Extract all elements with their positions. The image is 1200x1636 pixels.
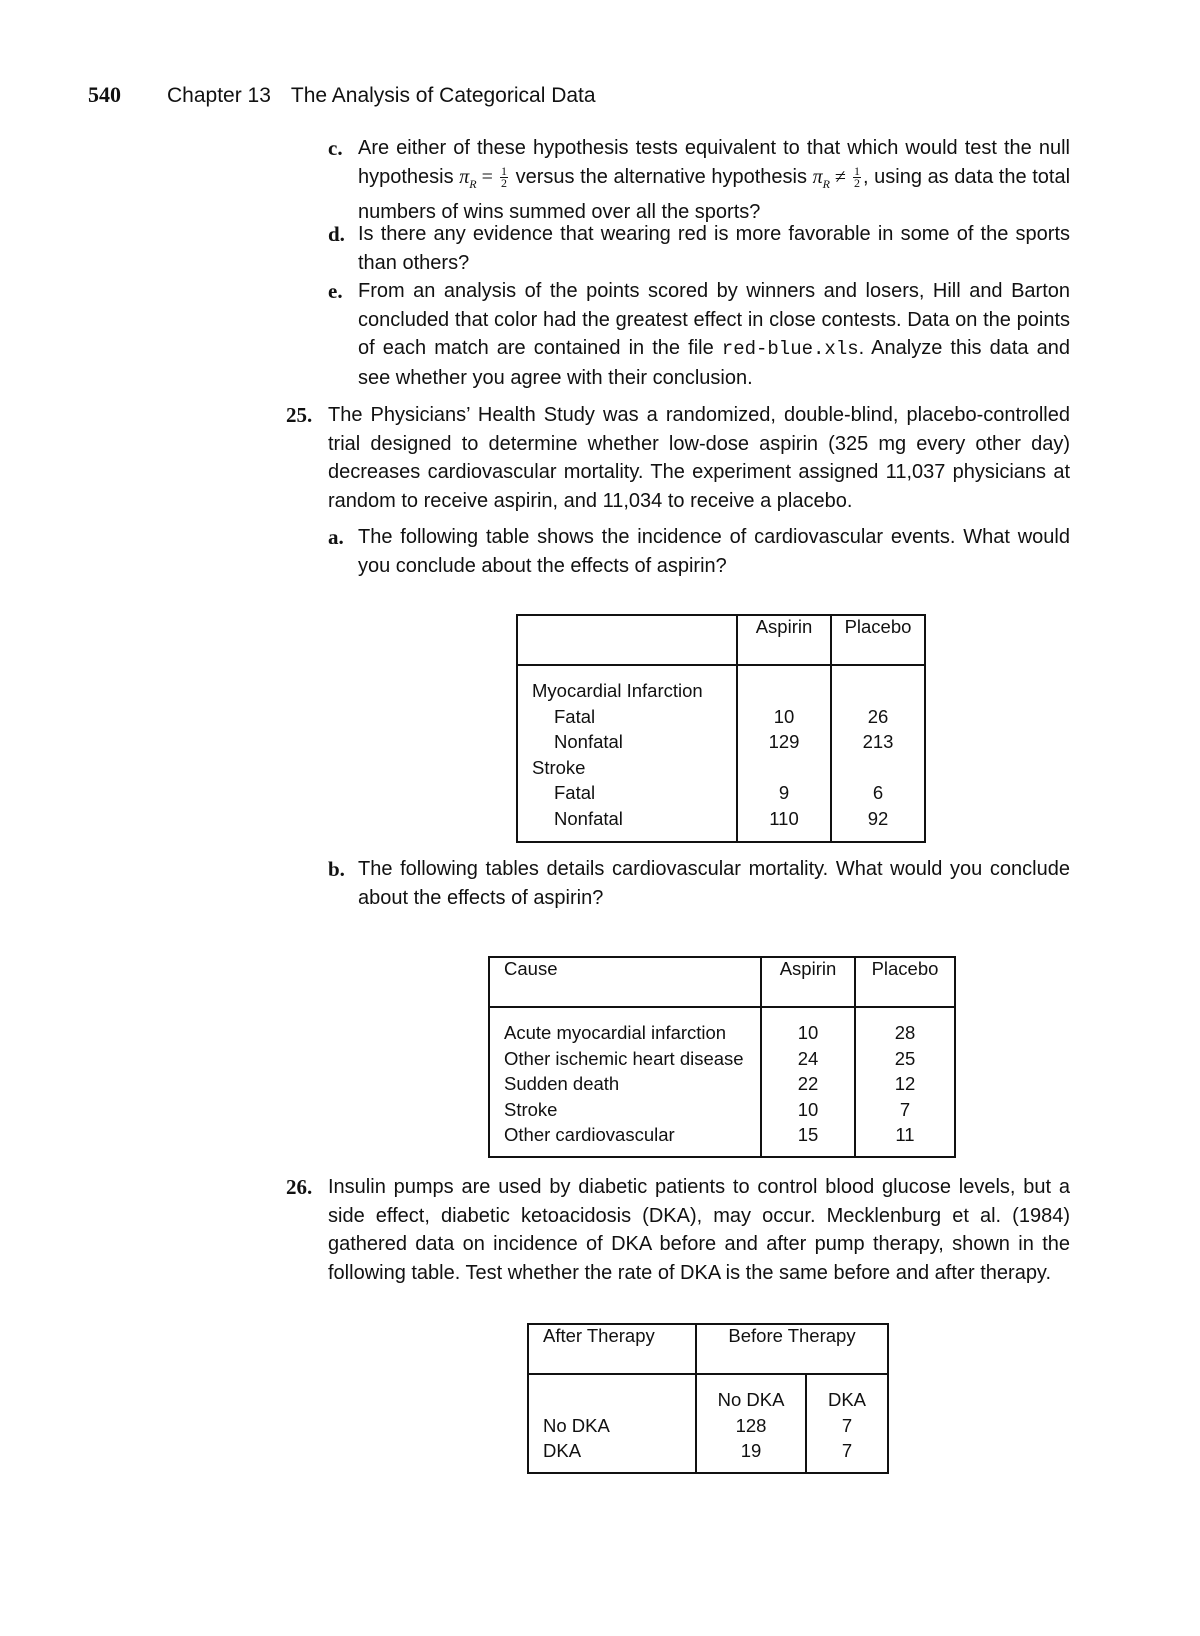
- exercise-24e: e. From an analysis of the points scored by winners and losers, Hill and Barton concluded that color had the greatest effect in close contests. Data on the points of each match are contained in the file red-blue.xls. Analyze this data and see whether you agree with their conclusion.: [328, 279, 1070, 389]
- row-label: Nonfatal: [554, 807, 623, 829]
- table-cell: 213: [862, 731, 894, 752]
- table-cell: 22: [797, 1073, 819, 1094]
- row-label: Stroke: [532, 756, 586, 778]
- row-label: Myocardial Infarction: [532, 680, 703, 701]
- table-body: [517, 665, 925, 842]
- column-subheader: DKA: [827, 1389, 867, 1410]
- row-label: Fatal: [554, 705, 596, 727]
- table-body: [489, 1007, 955, 1157]
- column-header: Aspirin: [761, 957, 855, 1007]
- table-cell: 9: [778, 782, 790, 803]
- row-label: Acute myocardial infarction: [504, 1022, 727, 1043]
- table-body: [528, 1374, 888, 1473]
- row-label: Other cardiovascular: [504, 1124, 675, 1145]
- item-label: b.: [328, 857, 345, 881]
- table-cell: 110: [769, 807, 799, 829]
- row-label: DKA: [543, 1440, 582, 1461]
- exercise-number: 25.: [286, 403, 313, 427]
- item-label: d.: [328, 222, 345, 246]
- exercise-26: 26. Insulin pumps are used by diabetic patients to control blood glucose levels, but a side effect, diabetic ketoacidosis (DKA), may occur. Mecklenburg et al. (1984) gathered data on incidence of DKA before and after pump therapy, shown in the following table. Test whether the rate of DKA is the same before and after therapy.: [286, 1175, 1070, 1284]
- column-header: Placebo: [855, 957, 955, 1007]
- chapter-label: Chapter 13: [167, 84, 271, 107]
- item-label: a.: [328, 525, 344, 549]
- table-cell: 6: [872, 782, 884, 803]
- table-cell: 19: [740, 1440, 762, 1461]
- table-cell: 11: [895, 1124, 915, 1145]
- table-cell: 7: [899, 1098, 911, 1120]
- item-label: e.: [328, 279, 343, 303]
- table-cell: 7: [841, 1414, 853, 1436]
- exercise-25: 25. The Physicians’ Health Study was a randomized, double-blind, placebo-controlled trial designed to determine whether low-dose aspirin (325 mg every other day) decreases cardiovascular mortality. The experiment assigned 11,037 physicians at random to receive aspirin, and 11,034 to receive a placebo.: [286, 403, 1070, 512]
- column-header: After Therapy: [528, 1324, 696, 1374]
- fraction-half: $\frac{1}{2}$: [500, 163, 507, 190]
- page-number: 540: [88, 82, 121, 107]
- table-cell: 10: [797, 1022, 819, 1043]
- table-header-row: [517, 615, 925, 665]
- cardiovascular-mortality-table: [488, 956, 956, 1158]
- file-name: red-blue.xls: [721, 338, 859, 360]
- dka-therapy-table: [527, 1323, 889, 1474]
- exercise-number: 26.: [286, 1175, 313, 1199]
- table-cell: 15: [797, 1124, 819, 1145]
- chapter-title: The Analysis of Categorical Data: [290, 84, 596, 107]
- table-header-row: [528, 1324, 888, 1374]
- column-header: Cause: [489, 957, 761, 1007]
- row-label: Fatal: [554, 782, 596, 803]
- item-label: c.: [328, 136, 343, 160]
- fraction-half: $\frac{1}{2}$: [854, 163, 860, 190]
- exercise-24c: c. Are either of these hypothesis tests equivalent to that which would test the null hypothesis $\pi_R$ = $\frac{1}{2}$ versus the alternative hypothesis $\pi_R$ ≠ $\frac{1}{2}$ , using as data the total numbers of wins summed over all the sports?: [328, 136, 1071, 223]
- table-cell: 129: [768, 731, 800, 752]
- cardiovascular-events-table: [516, 614, 926, 843]
- exercise-25a: a. The following table shows the incidence of cardiovascular events. What would you conclude about the effects of aspirin?: [328, 525, 1070, 577]
- table-cell: 92: [867, 807, 889, 829]
- page-header: [88, 82, 596, 108]
- column-header: Aspirin: [737, 615, 831, 665]
- exercise-25b: b. The following tables details cardiovascular mortality. What would you conclude about the effects of aspirin?: [328, 857, 1070, 909]
- row-label: No DKA: [543, 1414, 610, 1436]
- row-label: Nonfatal: [554, 731, 623, 752]
- table-cell: 24: [797, 1047, 819, 1069]
- column-header: Placebo: [831, 615, 925, 665]
- table-cell: 7: [841, 1440, 853, 1461]
- row-label: Sudden death: [504, 1073, 620, 1094]
- row-label: Other ischemic heart disease: [504, 1047, 744, 1069]
- column-header: Before Therapy: [696, 1324, 888, 1374]
- table-cell: 26: [867, 705, 889, 727]
- table-cell: 12: [894, 1073, 916, 1094]
- column-subheader: No DKA: [717, 1389, 785, 1410]
- table-header-row: [489, 957, 955, 1007]
- table-cell: 25: [894, 1047, 916, 1069]
- table-cell: 10: [773, 705, 795, 727]
- table-cell: 10: [797, 1098, 819, 1120]
- table-cell: 28: [894, 1022, 916, 1043]
- row-label: Stroke: [504, 1098, 558, 1120]
- table-cell: 128: [735, 1414, 767, 1436]
- exercise-24d: d. Is there any evidence that wearing red is more favorable in some of the sports than others?: [328, 222, 1070, 274]
